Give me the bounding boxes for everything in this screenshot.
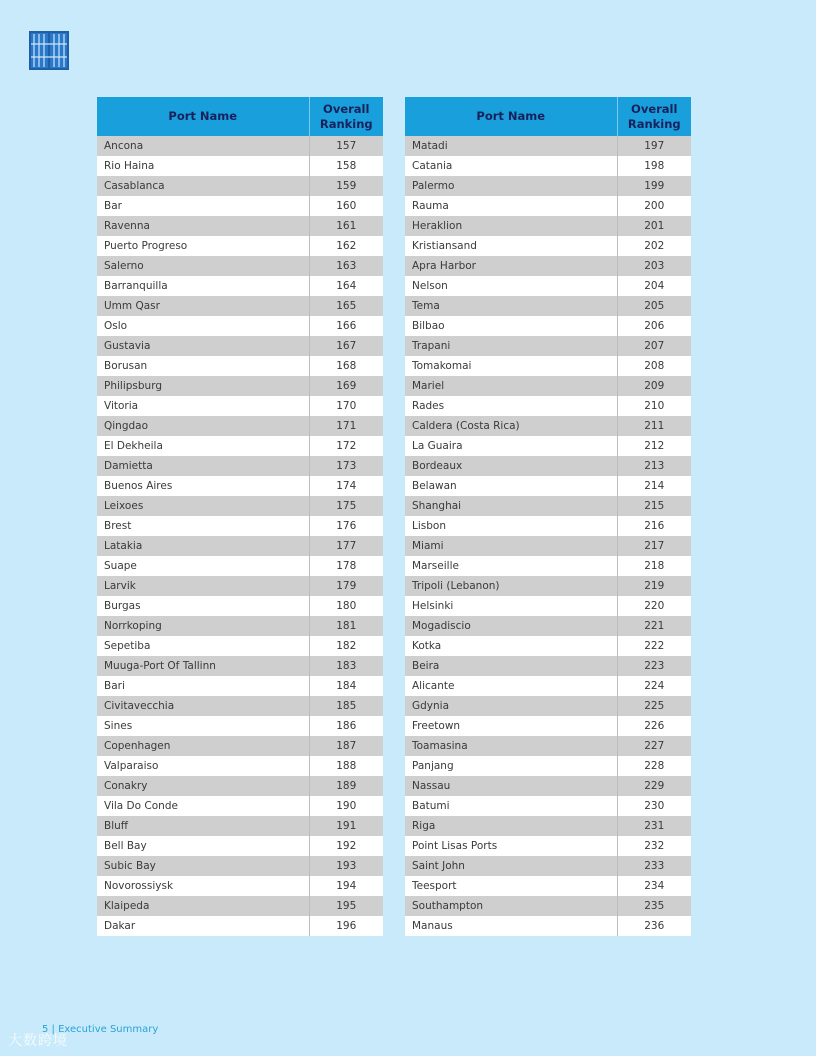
table-row bbox=[97, 616, 383, 636]
table-row bbox=[97, 156, 383, 176]
table-row bbox=[97, 376, 383, 396]
table-row bbox=[97, 916, 383, 936]
table-row bbox=[405, 916, 691, 936]
table-row bbox=[97, 216, 383, 236]
overall-ranking-cell: 232 bbox=[617, 836, 691, 856]
port-name-cell: Valparaiso bbox=[97, 756, 309, 776]
table-row bbox=[97, 476, 383, 496]
table-row bbox=[97, 736, 383, 756]
table-row bbox=[405, 556, 691, 576]
port-name-cell: Sines bbox=[97, 716, 309, 736]
table-row bbox=[97, 416, 383, 436]
port-name-cell: Bari bbox=[97, 676, 309, 696]
table-row bbox=[405, 596, 691, 616]
overall-ranking-cell: 216 bbox=[617, 516, 691, 536]
overall-ranking-cell: 234 bbox=[617, 876, 691, 896]
port-name-cell: Latakia bbox=[97, 536, 309, 556]
port-name-cell: Novorossiysk bbox=[97, 876, 309, 896]
port-name-cell: Vila Do Conde bbox=[97, 796, 309, 816]
port-name-cell: Matadi bbox=[405, 136, 617, 156]
port-name-cell: Conakry bbox=[97, 776, 309, 796]
port-name-cell: Civitavecchia bbox=[97, 696, 309, 716]
table-row bbox=[405, 196, 691, 216]
table-row bbox=[405, 656, 691, 676]
page-footer: 5 | Executive Summary bbox=[42, 1024, 159, 1035]
port-name-cell: Copenhagen bbox=[97, 736, 309, 756]
table-row bbox=[97, 856, 383, 876]
port-name-cell: Mariel bbox=[405, 376, 617, 396]
table-row bbox=[97, 776, 383, 796]
port-name-cell: Lisbon bbox=[405, 516, 617, 536]
port-name-cell: Bar bbox=[97, 196, 309, 216]
overall-ranking-cell: 192 bbox=[309, 836, 383, 856]
overall-ranking-cell: 166 bbox=[309, 316, 383, 336]
overall-ranking-cell: 201 bbox=[617, 216, 691, 236]
port-name-cell: El Dekheila bbox=[97, 436, 309, 456]
table-row bbox=[97, 296, 383, 316]
overall-ranking-cell: 161 bbox=[309, 216, 383, 236]
table-row bbox=[405, 496, 691, 516]
overall-ranking-cell: 215 bbox=[617, 496, 691, 516]
table-row bbox=[97, 456, 383, 476]
overall-ranking-cell: 206 bbox=[617, 316, 691, 336]
overall-ranking-cell: 165 bbox=[309, 296, 383, 316]
overall-ranking-cell: 167 bbox=[309, 336, 383, 356]
table-row bbox=[97, 696, 383, 716]
port-name-cell: Catania bbox=[405, 156, 617, 176]
table-row bbox=[405, 136, 691, 156]
port-name-cell: Riga bbox=[405, 816, 617, 836]
table-row bbox=[405, 636, 691, 656]
overall-ranking-cell: 174 bbox=[309, 476, 383, 496]
port-name-cell: Alicante bbox=[405, 676, 617, 696]
table-row bbox=[97, 716, 383, 736]
port-name-cell: Salerno bbox=[97, 256, 309, 276]
port-name-cell: Damietta bbox=[97, 456, 309, 476]
port-name-cell: Miami bbox=[405, 536, 617, 556]
port-name-cell: Bell Bay bbox=[97, 836, 309, 856]
table-row bbox=[405, 256, 691, 276]
port-name-cell: Philipsburg bbox=[97, 376, 309, 396]
port-ranking-table-left bbox=[97, 97, 383, 936]
table-row bbox=[97, 796, 383, 816]
table-row bbox=[405, 176, 691, 196]
table-row bbox=[405, 436, 691, 456]
table-row bbox=[405, 876, 691, 896]
table-row bbox=[405, 416, 691, 436]
overall-ranking-cell: 184 bbox=[309, 676, 383, 696]
table-row bbox=[405, 516, 691, 536]
overall-ranking-cell: 204 bbox=[617, 276, 691, 296]
port-name-cell: Leixoes bbox=[97, 496, 309, 516]
port-name-cell: Teesport bbox=[405, 876, 617, 896]
port-name-cell: Palermo bbox=[405, 176, 617, 196]
port-name-cell: Gdynia bbox=[405, 696, 617, 716]
port-name-cell: Apra Harbor bbox=[405, 256, 617, 276]
table-row bbox=[405, 616, 691, 636]
table-row bbox=[97, 596, 383, 616]
port-name-cell: Norrkoping bbox=[97, 616, 309, 636]
table-row bbox=[405, 336, 691, 356]
overall-ranking-cell: 194 bbox=[309, 876, 383, 896]
overall-ranking-cell: 163 bbox=[309, 256, 383, 276]
table-row bbox=[405, 236, 691, 256]
port-name-cell: Kotka bbox=[405, 636, 617, 656]
table-row bbox=[97, 176, 383, 196]
overall-ranking-cell: 220 bbox=[617, 596, 691, 616]
overall-ranking-cell: 157 bbox=[309, 136, 383, 156]
port-name-cell: Belawan bbox=[405, 476, 617, 496]
overall-ranking-cell: 190 bbox=[309, 796, 383, 816]
port-ranking-table-right bbox=[405, 97, 691, 936]
table-row bbox=[405, 856, 691, 876]
table-row bbox=[405, 276, 691, 296]
container-stack-logo-icon bbox=[29, 31, 69, 70]
overall-ranking-cell: 212 bbox=[617, 436, 691, 456]
overall-ranking-cell: 175 bbox=[309, 496, 383, 516]
overall-ranking-cell: 191 bbox=[309, 816, 383, 836]
port-name-cell: Burgas bbox=[97, 596, 309, 616]
port-name-cell: Umm Qasr bbox=[97, 296, 309, 316]
overall-ranking-cell: 227 bbox=[617, 736, 691, 756]
table-row bbox=[405, 816, 691, 836]
overall-ranking-cell: 195 bbox=[309, 896, 383, 916]
overall-ranking-cell: 187 bbox=[309, 736, 383, 756]
overall-ranking-cell: 169 bbox=[309, 376, 383, 396]
overall-ranking-cell: 193 bbox=[309, 856, 383, 876]
port-name-cell: Shanghai bbox=[405, 496, 617, 516]
overall-ranking-cell: 159 bbox=[309, 176, 383, 196]
overall-ranking-cell: 181 bbox=[309, 616, 383, 636]
overall-ranking-cell: 229 bbox=[617, 776, 691, 796]
port-name-cell: Rio Haina bbox=[97, 156, 309, 176]
overall-ranking-cell: 160 bbox=[309, 196, 383, 216]
port-name-cell: Panjang bbox=[405, 756, 617, 776]
table-row bbox=[97, 236, 383, 256]
port-name-cell: Puerto Progreso bbox=[97, 236, 309, 256]
overall-ranking-cell: 209 bbox=[617, 376, 691, 396]
overall-ranking-cell: 200 bbox=[617, 196, 691, 216]
table-row bbox=[405, 296, 691, 316]
table-row bbox=[97, 656, 383, 676]
overall-ranking-cell: 158 bbox=[309, 156, 383, 176]
overall-ranking-header: Overall Ranking bbox=[617, 97, 691, 136]
overall-ranking-cell: 180 bbox=[309, 596, 383, 616]
port-name-cell: Heraklion bbox=[405, 216, 617, 236]
table-row bbox=[97, 436, 383, 456]
overall-ranking-cell: 221 bbox=[617, 616, 691, 636]
port-name-cell: Muuga-Port Of Tallinn bbox=[97, 656, 309, 676]
port-name-cell: Subic Bay bbox=[97, 856, 309, 876]
table-row bbox=[97, 756, 383, 776]
overall-ranking-cell: 224 bbox=[617, 676, 691, 696]
port-name-cell: Point Lisas Ports bbox=[405, 836, 617, 856]
port-name-cell: Barranquilla bbox=[97, 276, 309, 296]
table-row bbox=[405, 576, 691, 596]
port-name-cell: Saint John bbox=[405, 856, 617, 876]
overall-ranking-cell: 223 bbox=[617, 656, 691, 676]
overall-ranking-cell: 205 bbox=[617, 296, 691, 316]
overall-ranking-cell: 177 bbox=[309, 536, 383, 556]
table-row bbox=[405, 676, 691, 696]
port-name-cell: Manaus bbox=[405, 916, 617, 936]
port-name-cell: Marseille bbox=[405, 556, 617, 576]
overall-ranking-cell: 178 bbox=[309, 556, 383, 576]
port-name-cell: Southampton bbox=[405, 896, 617, 916]
table-row bbox=[97, 876, 383, 896]
port-name-cell: Mogadiscio bbox=[405, 616, 617, 636]
port-name-cell: Kristiansand bbox=[405, 236, 617, 256]
overall-ranking-cell: 164 bbox=[309, 276, 383, 296]
table-row bbox=[405, 396, 691, 416]
port-name-cell: Casablanca bbox=[97, 176, 309, 196]
port-name-cell: Dakar bbox=[97, 916, 309, 936]
port-name-cell: Oslo bbox=[97, 316, 309, 336]
table-row bbox=[97, 816, 383, 836]
overall-ranking-cell: 210 bbox=[617, 396, 691, 416]
overall-ranking-cell: 162 bbox=[309, 236, 383, 256]
table-row bbox=[405, 716, 691, 736]
table-row bbox=[405, 456, 691, 476]
overall-ranking-cell: 168 bbox=[309, 356, 383, 376]
overall-ranking-cell: 230 bbox=[617, 796, 691, 816]
overall-ranking-cell: 173 bbox=[309, 456, 383, 476]
port-name-cell: Freetown bbox=[405, 716, 617, 736]
overall-ranking-cell: 207 bbox=[617, 336, 691, 356]
table-row bbox=[405, 796, 691, 816]
port-name-cell: La Guaira bbox=[405, 436, 617, 456]
table-row bbox=[405, 776, 691, 796]
overall-ranking-cell: 214 bbox=[617, 476, 691, 496]
overall-ranking-cell: 172 bbox=[309, 436, 383, 456]
overall-ranking-cell: 179 bbox=[309, 576, 383, 596]
table-row bbox=[405, 356, 691, 376]
table-row bbox=[97, 196, 383, 216]
table-row bbox=[97, 496, 383, 516]
port-name-cell: Helsinki bbox=[405, 596, 617, 616]
table-row bbox=[97, 556, 383, 576]
port-name-cell: Gustavia bbox=[97, 336, 309, 356]
port-name-cell: Buenos Aires bbox=[97, 476, 309, 496]
table-row bbox=[405, 736, 691, 756]
port-name-cell: Klaipeda bbox=[97, 896, 309, 916]
overall-ranking-cell: 202 bbox=[617, 236, 691, 256]
overall-ranking-cell: 213 bbox=[617, 456, 691, 476]
overall-ranking-cell: 211 bbox=[617, 416, 691, 436]
port-name-cell: Rades bbox=[405, 396, 617, 416]
table-row bbox=[405, 896, 691, 916]
overall-ranking-cell: 189 bbox=[309, 776, 383, 796]
overall-ranking-header: Overall Ranking bbox=[309, 97, 383, 136]
overall-ranking-cell: 203 bbox=[617, 256, 691, 276]
port-name-cell: Nassau bbox=[405, 776, 617, 796]
port-name-cell: Ancona bbox=[97, 136, 309, 156]
overall-ranking-cell: 226 bbox=[617, 716, 691, 736]
overall-ranking-cell: 233 bbox=[617, 856, 691, 876]
table-header-row bbox=[405, 97, 691, 136]
table-row bbox=[405, 696, 691, 716]
port-name-cell: Trapani bbox=[405, 336, 617, 356]
table-row bbox=[97, 276, 383, 296]
port-name-cell: Tema bbox=[405, 296, 617, 316]
table-row bbox=[405, 156, 691, 176]
port-name-cell: Ravenna bbox=[97, 216, 309, 236]
port-name-cell: Bordeaux bbox=[405, 456, 617, 476]
overall-ranking-cell: 236 bbox=[617, 916, 691, 936]
port-name-cell: Sepetiba bbox=[97, 636, 309, 656]
overall-ranking-cell: 170 bbox=[309, 396, 383, 416]
port-name-cell: Batumi bbox=[405, 796, 617, 816]
overall-ranking-cell: 217 bbox=[617, 536, 691, 556]
table-row bbox=[405, 836, 691, 856]
overall-ranking-cell: 186 bbox=[309, 716, 383, 736]
table-row bbox=[405, 216, 691, 236]
table-row bbox=[97, 676, 383, 696]
overall-ranking-cell: 225 bbox=[617, 696, 691, 716]
overall-ranking-cell: 188 bbox=[309, 756, 383, 776]
watermark-logo: 大数跨境 bbox=[8, 1033, 68, 1049]
port-name-cell: Vitoria bbox=[97, 396, 309, 416]
port-name-cell: Bluff bbox=[97, 816, 309, 836]
table-row bbox=[97, 316, 383, 336]
port-name-cell: Toamasina bbox=[405, 736, 617, 756]
overall-ranking-cell: 196 bbox=[309, 916, 383, 936]
table-row bbox=[97, 576, 383, 596]
overall-ranking-cell: 176 bbox=[309, 516, 383, 536]
port-name-cell: Borusan bbox=[97, 356, 309, 376]
port-name-cell: Beira bbox=[405, 656, 617, 676]
port-name-cell: Nelson bbox=[405, 276, 617, 296]
overall-ranking-cell: 197 bbox=[617, 136, 691, 156]
overall-ranking-cell: 235 bbox=[617, 896, 691, 916]
port-name-cell: Rauma bbox=[405, 196, 617, 216]
table-row bbox=[405, 476, 691, 496]
overall-ranking-cell: 219 bbox=[617, 576, 691, 596]
table-header-row bbox=[97, 97, 383, 136]
port-name-cell: Tripoli (Lebanon) bbox=[405, 576, 617, 596]
port-name-cell: Caldera (Costa Rica) bbox=[405, 416, 617, 436]
overall-ranking-cell: 185 bbox=[309, 696, 383, 716]
overall-ranking-cell: 208 bbox=[617, 356, 691, 376]
port-name-cell: Tomakomai bbox=[405, 356, 617, 376]
table-row bbox=[405, 316, 691, 336]
port-name-cell: Brest bbox=[97, 516, 309, 536]
table-row bbox=[97, 636, 383, 656]
port-name-cell: Qingdao bbox=[97, 416, 309, 436]
overall-ranking-cell: 199 bbox=[617, 176, 691, 196]
table-row bbox=[405, 756, 691, 776]
port-name-cell: Bilbao bbox=[405, 316, 617, 336]
table-row bbox=[97, 256, 383, 276]
overall-ranking-cell: 198 bbox=[617, 156, 691, 176]
port-name-cell: Suape bbox=[97, 556, 309, 576]
table-row bbox=[97, 136, 383, 156]
table-row bbox=[97, 396, 383, 416]
table-row bbox=[405, 376, 691, 396]
table-row bbox=[97, 536, 383, 556]
overall-ranking-cell: 183 bbox=[309, 656, 383, 676]
port-name-cell: Larvik bbox=[97, 576, 309, 596]
overall-ranking-cell: 231 bbox=[617, 816, 691, 836]
table-row bbox=[97, 896, 383, 916]
table-row bbox=[97, 356, 383, 376]
table-row bbox=[405, 536, 691, 556]
table-row bbox=[97, 336, 383, 356]
port-name-header: Port Name bbox=[405, 97, 617, 136]
overall-ranking-cell: 182 bbox=[309, 636, 383, 656]
overall-ranking-cell: 218 bbox=[617, 556, 691, 576]
port-name-header: Port Name bbox=[97, 97, 309, 136]
table-row bbox=[97, 516, 383, 536]
overall-ranking-cell: 171 bbox=[309, 416, 383, 436]
overall-ranking-cell: 228 bbox=[617, 756, 691, 776]
overall-ranking-cell: 222 bbox=[617, 636, 691, 656]
table-row bbox=[97, 836, 383, 856]
